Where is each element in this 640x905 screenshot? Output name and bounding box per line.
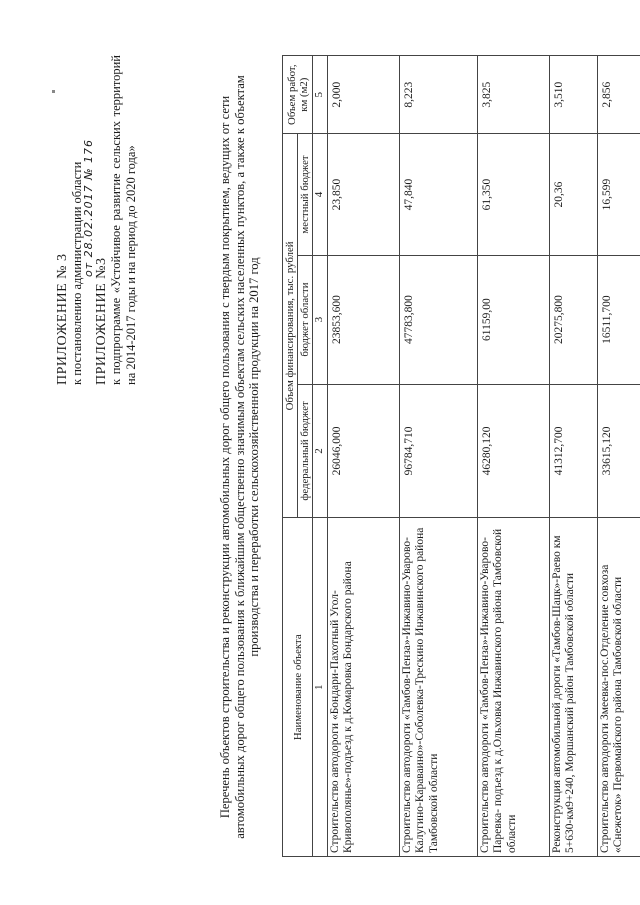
regional-budget: 23853,600 — [327, 255, 399, 384]
header-regional: бюджет области — [298, 255, 313, 384]
work-volume: 2,000 — [327, 56, 399, 134]
table-row — [477, 56, 549, 857]
regional-budget: 61159,00 — [477, 255, 549, 384]
work-volume: 3,510 — [549, 56, 597, 134]
local-budget: 16,599 — [597, 134, 640, 255]
appendix-resolution: к постановлению администрации области — [70, 161, 84, 385]
federal-budget: 41312,700 — [549, 384, 597, 518]
appendix-heading-2: ПРИЛОЖЕНИЕ №3 — [94, 257, 109, 385]
work-volume: 2,856 — [597, 56, 640, 134]
objects-table — [282, 55, 640, 857]
regional-budget: 47783,800 — [399, 255, 477, 384]
local-budget: 20,36 — [549, 134, 597, 255]
header-name: Наименование объекта — [283, 518, 313, 857]
regional-budget: 16511,700 — [597, 255, 640, 384]
document-title: Перечень объектов строительства и реконструкции автомобильных дорог общего пользования с твердым покрытием, ведущих от сети автомобильных дорог общего пользования к ближайшим общественно значимым объектам сельских населенных пунктов, а также к объектам производства и переработки сельскохозяйственной продукции на 2017 год — [218, 75, 261, 839]
federal-budget: 96784,710 — [399, 384, 477, 518]
appendix-block — [55, 55, 139, 385]
work-volume: 8,223 — [399, 56, 477, 134]
object-name: Строительство автодороги «Тамбов-Пенза»-Инжавино-Уварово-Паревка- подъезд к д.Ольховка Инжавинского района Тамбовской области — [477, 518, 549, 857]
federal-budget: 33615,120 — [597, 384, 640, 518]
appendix-program: к подпрограмме «Устойчивое развитие сельских территорий на 2014-2017 годы и на период до 2020 года» — [109, 55, 138, 385]
regional-budget: 20275,800 — [549, 255, 597, 384]
federal-budget: 26046,000 — [327, 384, 399, 518]
local-budget: 23,850 — [327, 134, 399, 255]
object-name: Строительство автодороги «Бондари-Пахотный Угол-Кривополянье»-подъезд к д.Комаровка Бондарского района — [327, 518, 399, 857]
handwritten-date-number: от 28.02.2017 № 176 — [82, 138, 95, 277]
table-row — [549, 56, 597, 857]
table-row — [597, 56, 640, 857]
work-volume: 3,825 — [477, 56, 549, 134]
table-row — [327, 56, 399, 857]
header-local: местный бюджет — [298, 134, 313, 255]
appendix-heading: ПРИЛОЖЕНИЕ № 3 — [55, 253, 70, 385]
object-name: Строительство автодороги «Тамбов-Пенза»-Инжавино-Уварово-Калугино-Караваино»-Соболевка-Трескино Инжавинского района Тамбовской области — [399, 518, 477, 857]
local-budget: 61,350 — [477, 134, 549, 255]
object-name: Строительство автодороги Змеевка-пос.Отделение совхоза «Снежеток» Первомайского района Тамбовской области — [597, 518, 640, 857]
column-numbers-row: 1 2 3 4 5 — [313, 56, 328, 857]
local-budget: 47,840 — [399, 134, 477, 255]
header-volume: Объем работ, км (м2) — [283, 56, 313, 134]
header-federal: федеральный бюджет — [298, 384, 313, 518]
header-funding: Объем финансирования, тыс. рублей — [283, 134, 298, 518]
table-row — [399, 56, 477, 857]
object-name: Реконструкция автомобильной дороги «Тамбов-Шацк»-Раево км 5+630-км9+240, Моршанский район Тамбовской области — [549, 518, 597, 857]
federal-budget: 46280,120 — [477, 384, 549, 518]
